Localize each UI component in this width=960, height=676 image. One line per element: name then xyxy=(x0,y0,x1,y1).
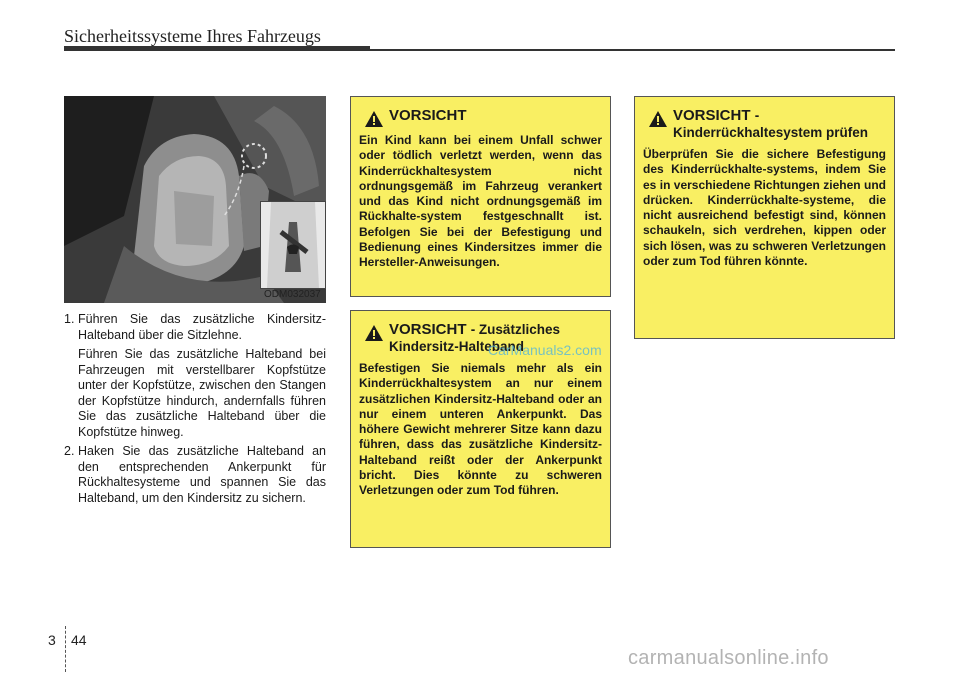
watermark-bottom: carmanualsonline.info xyxy=(628,647,829,669)
caution-subtitle: - Zusätzliches Kindersitz-Halteband xyxy=(389,322,560,354)
page-header-title: Sicherheitssysteme Ihres Fahrzeugs xyxy=(64,26,321,46)
warning-triangle-icon xyxy=(365,325,383,341)
footer-divider xyxy=(65,626,67,672)
caution-box-check xyxy=(634,96,895,339)
caution-text: Ein Kind kann bei einem Unfall schwer oder tödlich verletzt werden, wenn das Kinderrückhaltesystem nicht ordnungsgemäß im Fahrzeug verankert und das Kind nicht ordnungsgemäß im Rückhalte-system festgeschnallt ist. Befolgen Sie bei der Befestigung und Bedienung eines Kindersitzes immer die Hersteller-Anweisungen. xyxy=(359,133,602,270)
step-text: Haken Sie das zusätzliche Halteband an den entsprechenden Ankerpunkt für Rückhaltesysteme und spannen Sie das Halteband, um den Kindersitz zu sichern. xyxy=(78,444,326,505)
anchor-detail-inset xyxy=(260,201,326,289)
instruction-steps xyxy=(64,312,326,510)
chapter-number: 3 xyxy=(48,632,56,648)
step-text: Führen Sie das zusätzliche Kindersitz-Halteband über die Sitzlehne. xyxy=(78,312,326,342)
tether-anchor-icon xyxy=(261,202,325,288)
page-number: 44 xyxy=(71,632,87,648)
caution-text: Befestigen Sie niemals mehr als ein Kinderrückhaltesystem an nur einem zusätzlichen Kindersitz-Halteband oder an nur einem unteren Ankerpunkt. Das höhere Gewicht mehrerer Sitze kann dazu führen, dass das zusätzliche Kindersitz-Halteband reißt oder der Ankerpunkt bricht. Dies könnte zu schweren Verletzungen oder zum Tod führen. xyxy=(359,361,602,498)
step-number: 2. xyxy=(64,444,75,458)
watermark-top: CarManuals2.com xyxy=(488,342,602,358)
caution-box-general xyxy=(350,96,611,297)
warning-triangle-icon xyxy=(365,111,383,127)
step-1 xyxy=(64,312,326,444)
caution-title: VORSICHT xyxy=(389,107,467,124)
warning-triangle-icon xyxy=(649,111,667,127)
caution-text: Überprüfen Sie die sichere Befestigung des Kinderrückhalte-systems, indem Sie es in verschiedene Richtungen ziehen und drücken. Kinderrückhalte-systeme, die nicht ausreichend befestigt sind, können schaukeln, sich verdrehen, kippen oder sich lösen, was zu schweren Verletzungen oder zum Tod führen könnte. xyxy=(643,147,886,269)
header-rule xyxy=(64,46,370,51)
step-continuation: Führen Sie das zusätzliche Halteband bei Fahrzeugen mit verstellbarer Kopfstütze unter der Kopfstütze, zwischen den Stangen der Kopfstütze hindurch, andernfalls führen Sie das zusätzliche Halteband über die Kopfstütze hinweg. xyxy=(78,347,326,439)
caution-title: VORSICHT xyxy=(673,107,751,124)
caution-subtitle: - Kinderrückhaltesystem prüfen xyxy=(673,108,869,140)
header-rule-thin xyxy=(370,49,895,51)
figure-code: ODM032037 xyxy=(264,289,321,300)
caution-title: VORSICHT xyxy=(389,321,467,338)
step-number: 1. xyxy=(64,312,75,326)
step-2 xyxy=(64,444,326,510)
